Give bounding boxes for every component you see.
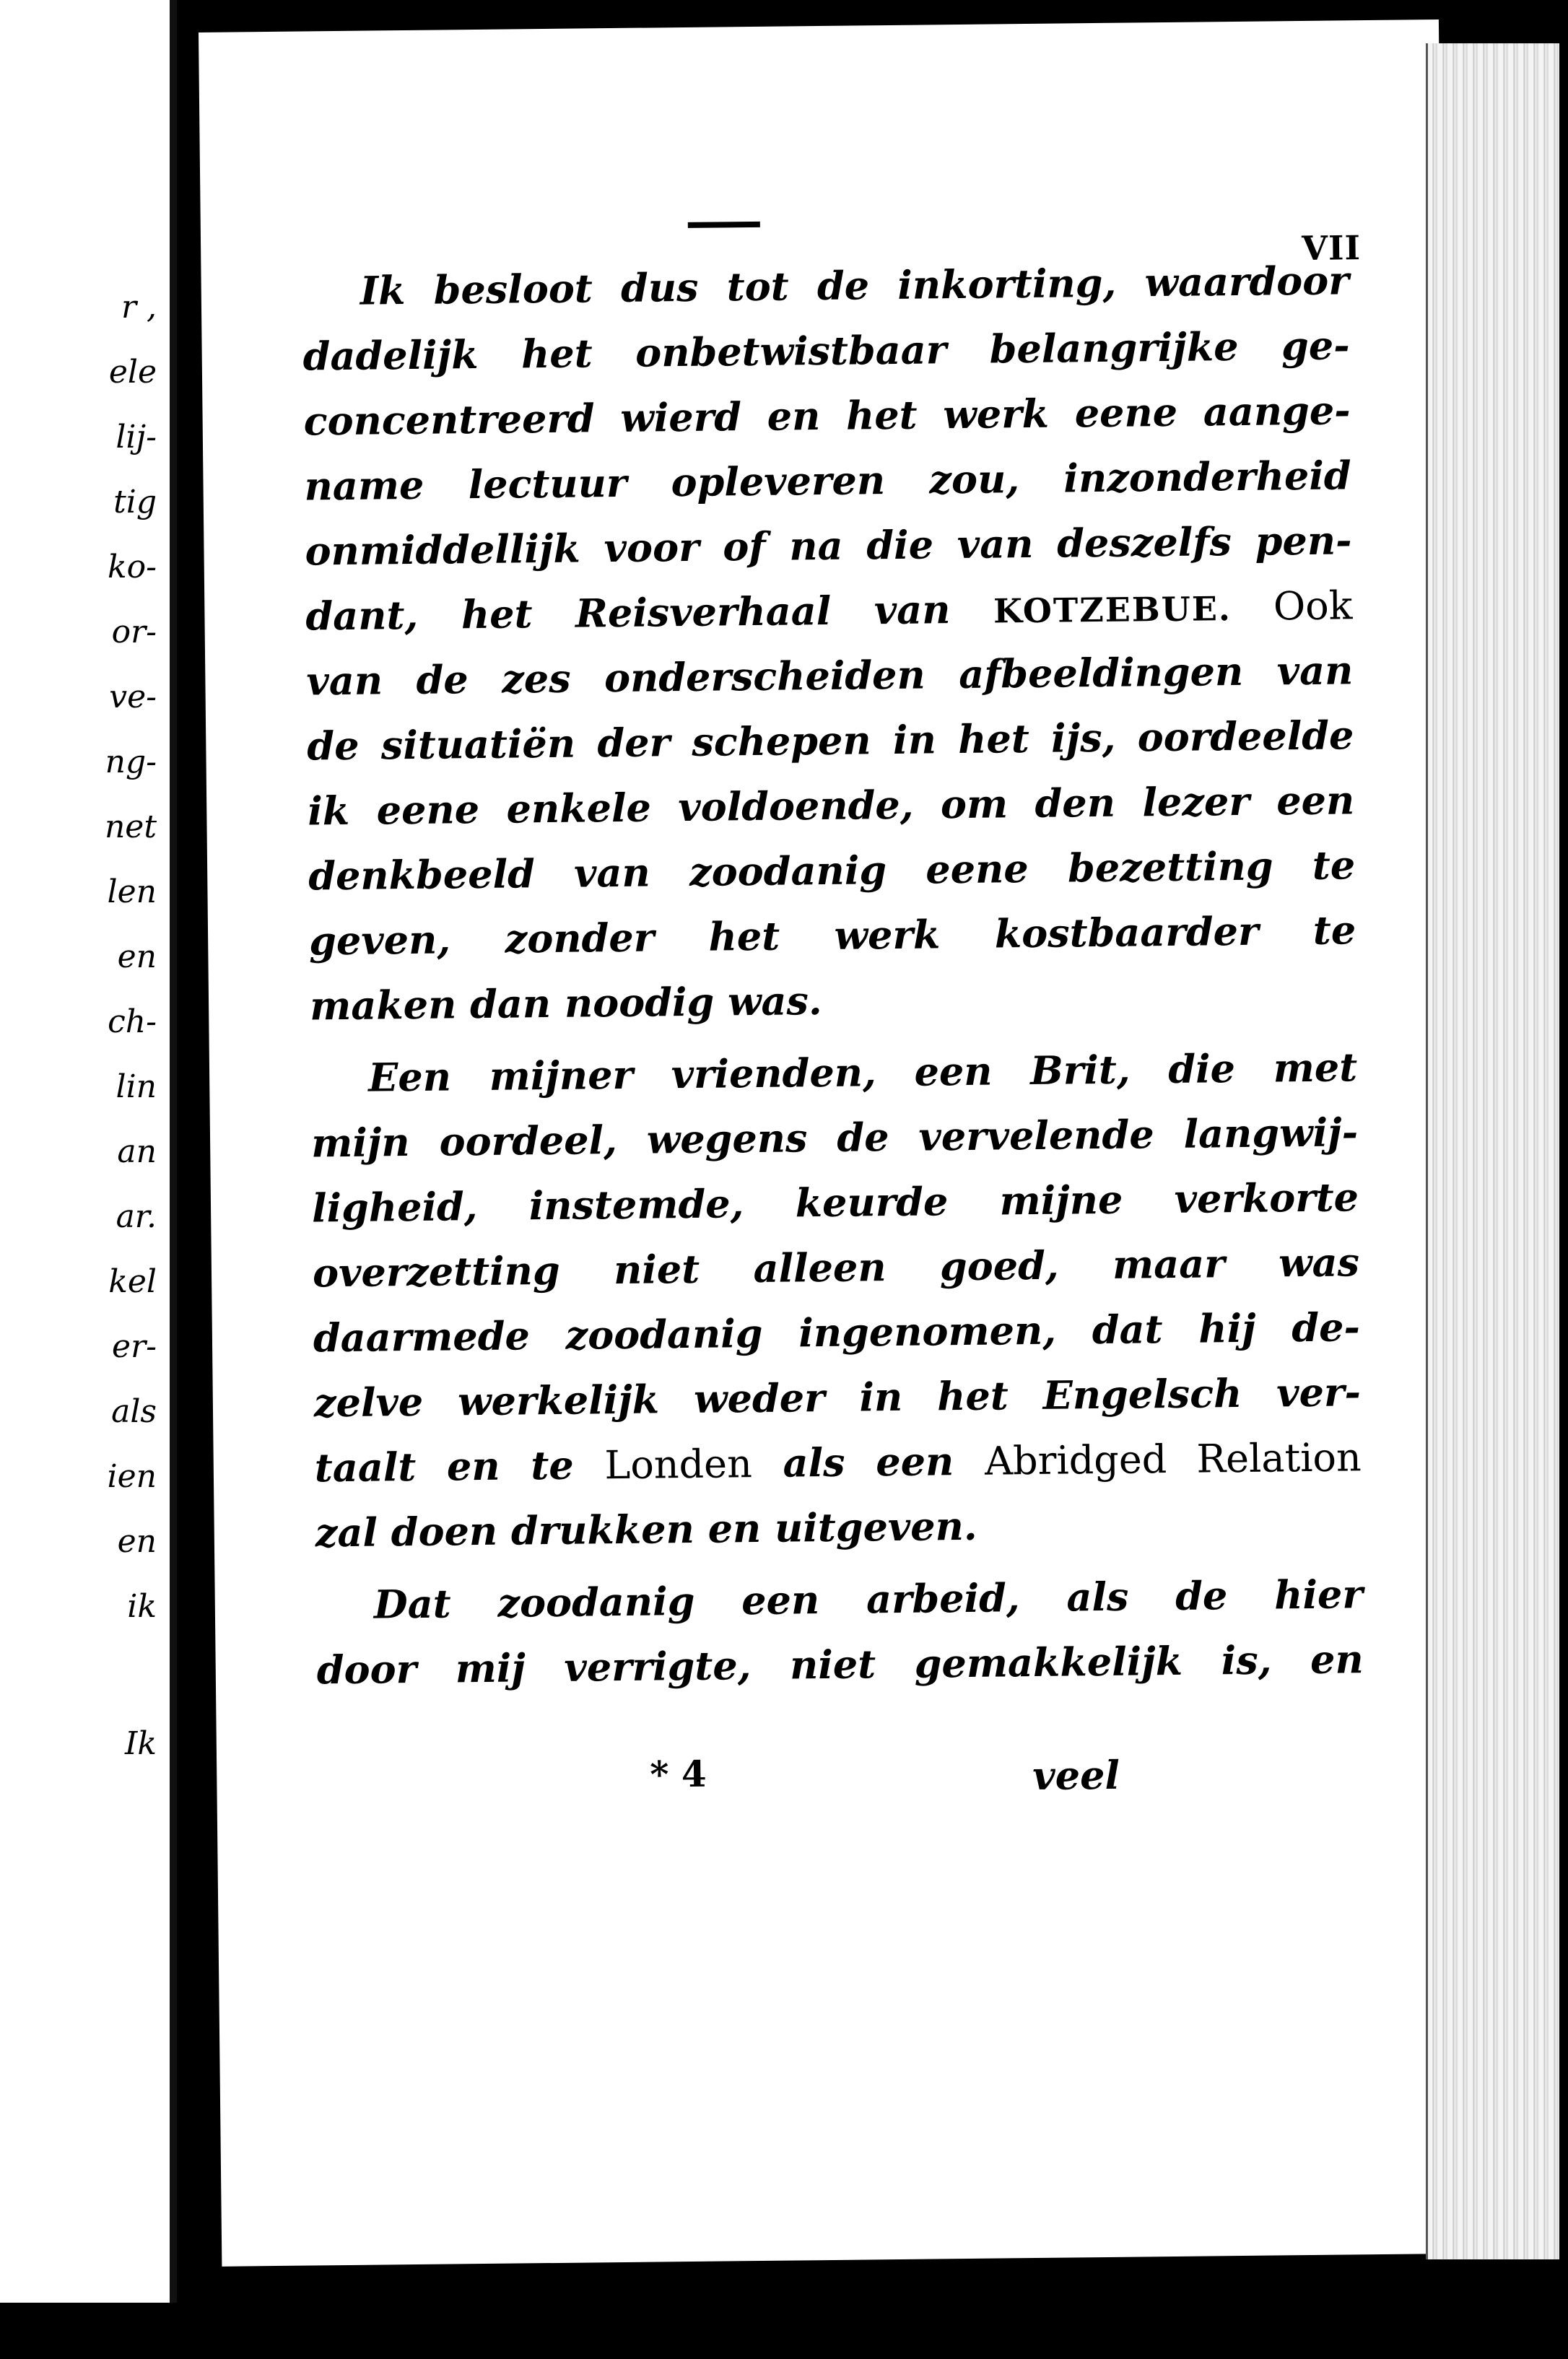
text-line: ligheid, instemde, keurde mijne verkorte (311, 1174, 1359, 1231)
header-rule (688, 222, 760, 228)
text-segment: dant, het Reisverhaal van (305, 585, 994, 640)
facing-page-word-fragment: net (104, 808, 157, 845)
english-title: Abridged Relation (984, 1434, 1362, 1484)
facing-page-word-fragment: or- (111, 614, 157, 650)
facing-page-word-fragment: en (117, 938, 157, 975)
text-line: Ik besloot dus tot de inkorting, waardoor (360, 257, 1350, 314)
page-number: VII (1301, 228, 1362, 269)
text-line (305, 583, 1353, 640)
text-line (315, 1435, 1362, 1490)
book-page (199, 19, 1462, 2267)
text-line: maken dan noodig was. (309, 977, 823, 1029)
book-page-edges (1426, 43, 1559, 2259)
text-line: zal doen drukken en uitgeven. (315, 1502, 977, 1556)
text-line: ik eene enkele voldoende, om den lezer een (307, 777, 1355, 834)
text-line: Dat zoodanig een arbeid, als de hier (373, 1571, 1364, 1628)
facing-page-word-fragment: ko- (107, 549, 157, 585)
facing-page-word-fragment: als (111, 1393, 157, 1430)
text-line: dadelijk het onbetwistbaar belangrijke ge- (302, 322, 1350, 380)
text-line: door mij verrigte, niet gemakkelijk is, en (316, 1636, 1364, 1693)
text-line: geven, zonder het werk kostbaarder te (308, 907, 1356, 964)
text-segment: Ook (1231, 583, 1353, 630)
facing-page-word-fragment: an (117, 1133, 157, 1170)
facing-page-word-fragment: ve- (109, 679, 157, 715)
facing-page-word-fragment: Ik (124, 1725, 157, 1762)
facing-page-word-fragment: er- (112, 1328, 157, 1365)
text-line: name lectuur opleveren zou, inzonderheid (304, 452, 1351, 510)
text-line: overzetting niet alleen goed, maar was (312, 1239, 1360, 1296)
text-line: denkbeeld van zoodanig eene bezetting te (308, 842, 1356, 899)
facing-page-word-fragment: r , (121, 289, 157, 326)
text-line: de situatiën der schepen in het ijs, oordeelde (307, 712, 1354, 769)
facing-page-word-fragment: ele (108, 354, 157, 391)
facing-page-fragment (0, 0, 177, 2303)
text-line: van de zes onderscheiden afbeeldingen van (306, 647, 1354, 705)
facing-page-word-fragment: tig (113, 484, 157, 520)
facing-page-word-fragment: kel (108, 1263, 157, 1300)
facing-page-word-fragment: ik (127, 1588, 157, 1625)
facing-page-word-fragment: en (117, 1523, 157, 1560)
facing-page-word-fragment: ch- (108, 1003, 157, 1040)
facing-page-word-fragment: lin (116, 1068, 157, 1105)
facing-page-word-fragment: len (107, 873, 157, 910)
text-segment: als een (752, 1437, 985, 1487)
text-line: Een mijner vrienden, een Brit, die met (367, 1044, 1358, 1101)
text-line: onmiddellijk voor of na die van deszelfs pen- (305, 517, 1352, 575)
signature-mark: * 4 (649, 1752, 707, 1796)
author-name: KOTZEBUE. (993, 589, 1232, 631)
catchword: veel (1032, 1751, 1120, 1800)
text-line: concentreerd wierd en het werk eene aange- (303, 387, 1351, 445)
facing-page-word-fragment: ar. (116, 1198, 157, 1235)
facing-page-word-fragment: ien (107, 1458, 157, 1495)
text-segment: taalt en te (314, 1442, 605, 1491)
text-line: daarmede zoodanig ingenomen, dat hij de- (313, 1304, 1361, 1361)
text-line: mijn oordeel, wegens de vervelende langwij- (310, 1109, 1359, 1167)
place-name: Londen (604, 1441, 753, 1488)
text-line: zelve werkelijk weder in het Engelsch ver- (313, 1369, 1362, 1426)
facing-page-word-fragment: lij- (116, 419, 157, 455)
facing-page-word-fragment: ng- (105, 744, 157, 780)
